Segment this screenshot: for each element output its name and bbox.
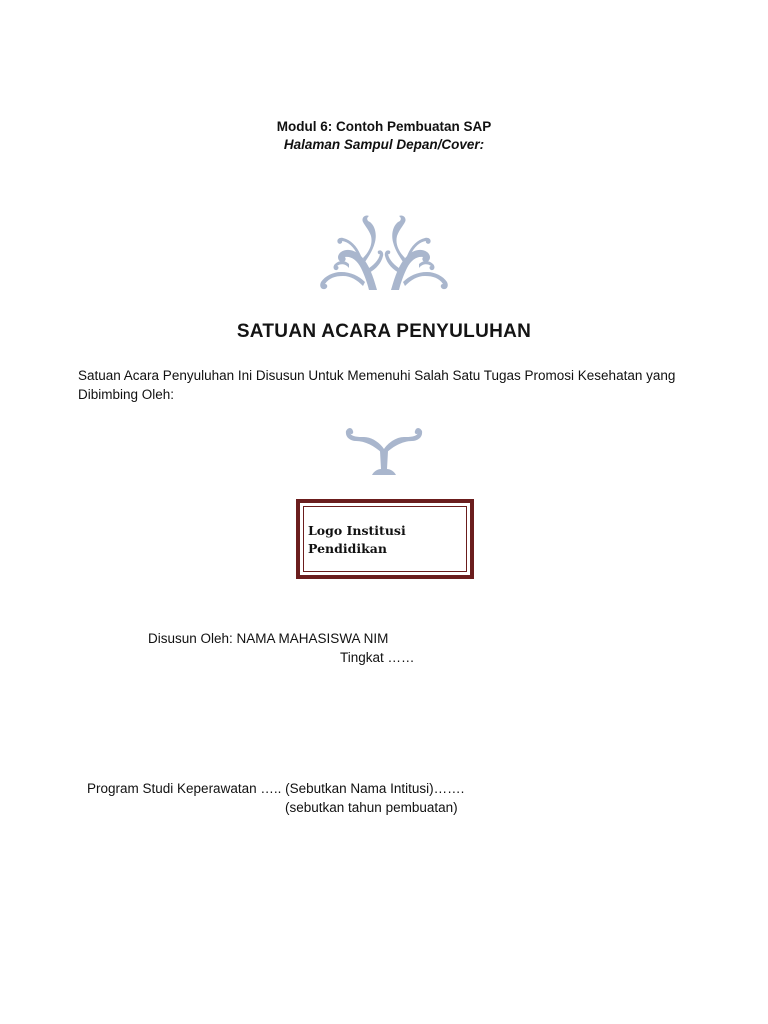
logo-placeholder-line2: Pendidikan	[308, 541, 387, 556]
logo-placeholder-text	[308, 522, 406, 558]
logo-inner-frame	[303, 506, 467, 572]
module-subtitle: Halaman Sampul Depan/Cover:	[283, 137, 485, 152]
logo-placeholder-line1: Logo Institusi	[308, 523, 406, 538]
fleur-ornament-icon	[342, 425, 426, 477]
logo-placeholder-box	[296, 499, 474, 579]
module-title: Modul 6: Contoh Pembuatan SAP	[276, 119, 492, 134]
intro-paragraph: Satuan Acara Penyuluhan Ini Disusun Untuk Memenuhi Salah Satu Tugas Promosi Kesehatan yang Dibimbing Oleh:	[78, 368, 676, 402]
year-line: (sebutkan tahun pembuatan)	[285, 800, 458, 815]
level-line: Tingkat ……	[340, 650, 415, 665]
floral-ornament-icon	[311, 212, 457, 292]
document-title: SATUAN ACARA PENYULUHAN	[236, 321, 532, 342]
author-line: Disusun Oleh: NAMA MAHASISWA NIM	[148, 631, 389, 646]
program-line: Program Studi Keperawatan ….. (Sebutkan Nama Intitusi)…….	[87, 781, 465, 796]
